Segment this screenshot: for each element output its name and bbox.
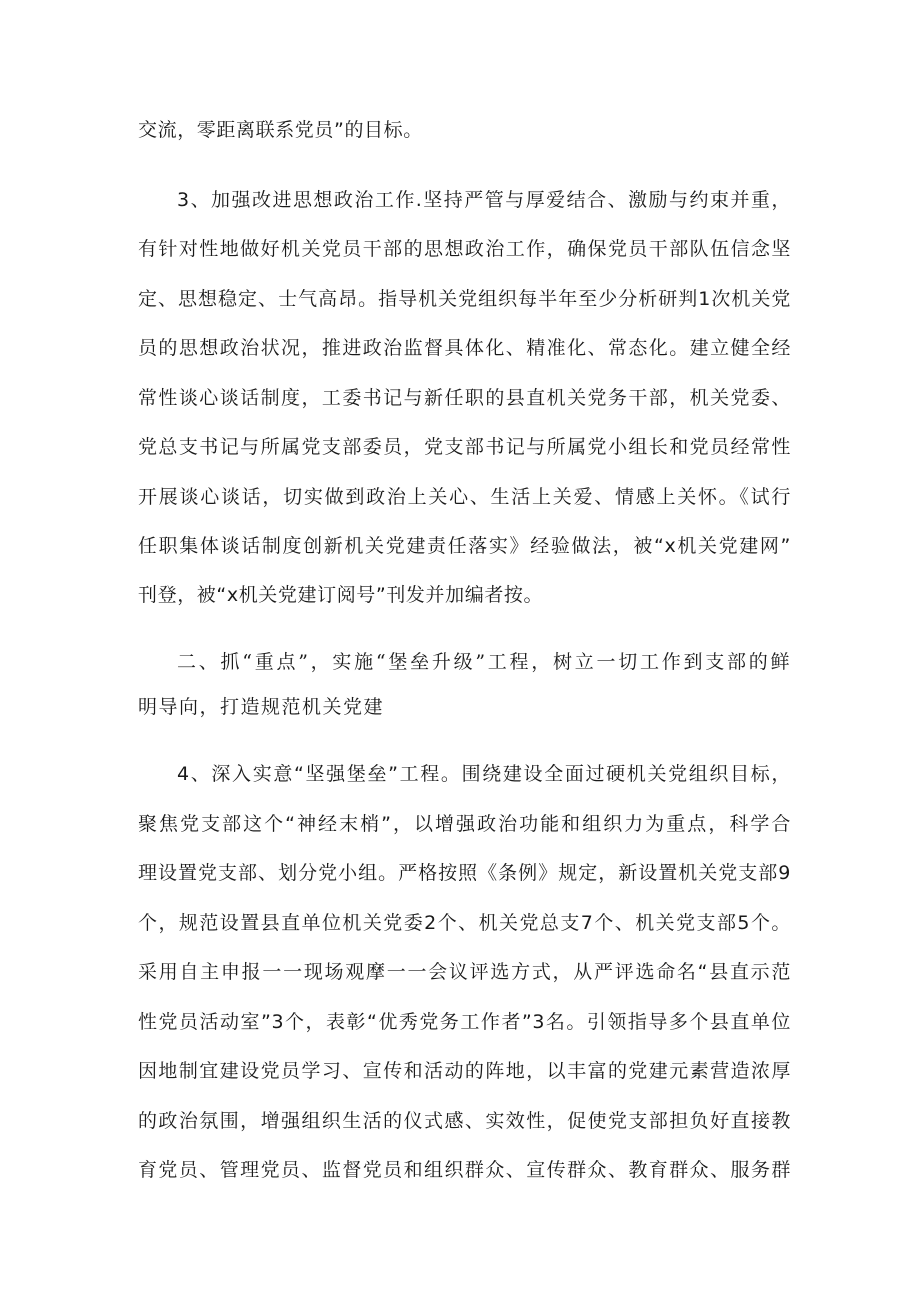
section-2-heading: 二、抓“重点”，实施“堡垒升级”工程，树立一切工作到支部的鲜: [177, 651, 791, 673]
text-line: 理设置党支部、划分党小组。严格按照《条例》规定，新设置机关党支部9: [138, 862, 791, 884]
text-line: 的政治氛围，增强组织生活的仪式感、实效性，促使党支部担负好直接教: [138, 1110, 791, 1132]
text-line: 党总支书记与所属党支部委员，党支部书记与所属党小组长和党员经常性: [138, 436, 791, 458]
text-line: 育党员、管理党员、监督党员和组织群众、宣传群众、教育群众、服务群: [138, 1159, 791, 1181]
text-line: 个，规范设置县直单位机关党委2个、机关党总支7个、机关党支部5个。: [138, 912, 791, 934]
section-3-heading-line: 3、加强改进思想政治工作.坚持严管与厚爱结合、激励与约束并重，: [177, 189, 791, 211]
text-line: 交流，零距离联系党员”的目标。: [138, 119, 423, 141]
text-line: 有针对性地做好机关党员干部的思想政治工作，确保党员干部队伍信念坚: [138, 238, 791, 260]
section-2-heading-cont: 明导向，打造规范机关党建: [138, 696, 385, 718]
text-line: 定、思想稳定、士气高昂。指导机关党组织每半年至少分析研判1次机关党: [138, 288, 791, 310]
text-line: 刊登，被“x机关党建订阅号”刊发并加编者按。: [138, 584, 544, 606]
text-line: 采用自主申报一一现场观摩一一会议评选方式，从严评选命名“县直示范: [138, 961, 791, 983]
text-line: 员的思想政治状况，推进政治监督具体化、精准化、常态化。建立健全经: [138, 337, 791, 359]
text-line: 任职集体谈话制度创新机关党建责任落实》经验做法，被“x机关党建网”: [138, 535, 791, 557]
text-line: 性党员活动室”3个，表彰“优秀党务工作者”3名。引领指导多个县直单位: [138, 1011, 791, 1033]
text-line: 因地制宜建设党员学习、宣传和活动的阵地，以丰富的党建元素营造浓厚: [138, 1060, 791, 1082]
section-4-heading-line: 4、深入实意“坚强堡垒”工程。围绕建设全面过硬机关党组织目标，: [177, 763, 791, 785]
text-line: 聚焦党支部这个“神经末梢”，以增强政治功能和组织力为重点，科学合: [138, 813, 791, 835]
text-line: 开展谈心谈话，切实做到政治上关心、生活上关爱、情感上关怀。《试行: [138, 486, 791, 508]
text-line: 常性谈心谈话制度，工委书记与新任职的县直机关党务干部，机关党委、: [138, 387, 791, 409]
